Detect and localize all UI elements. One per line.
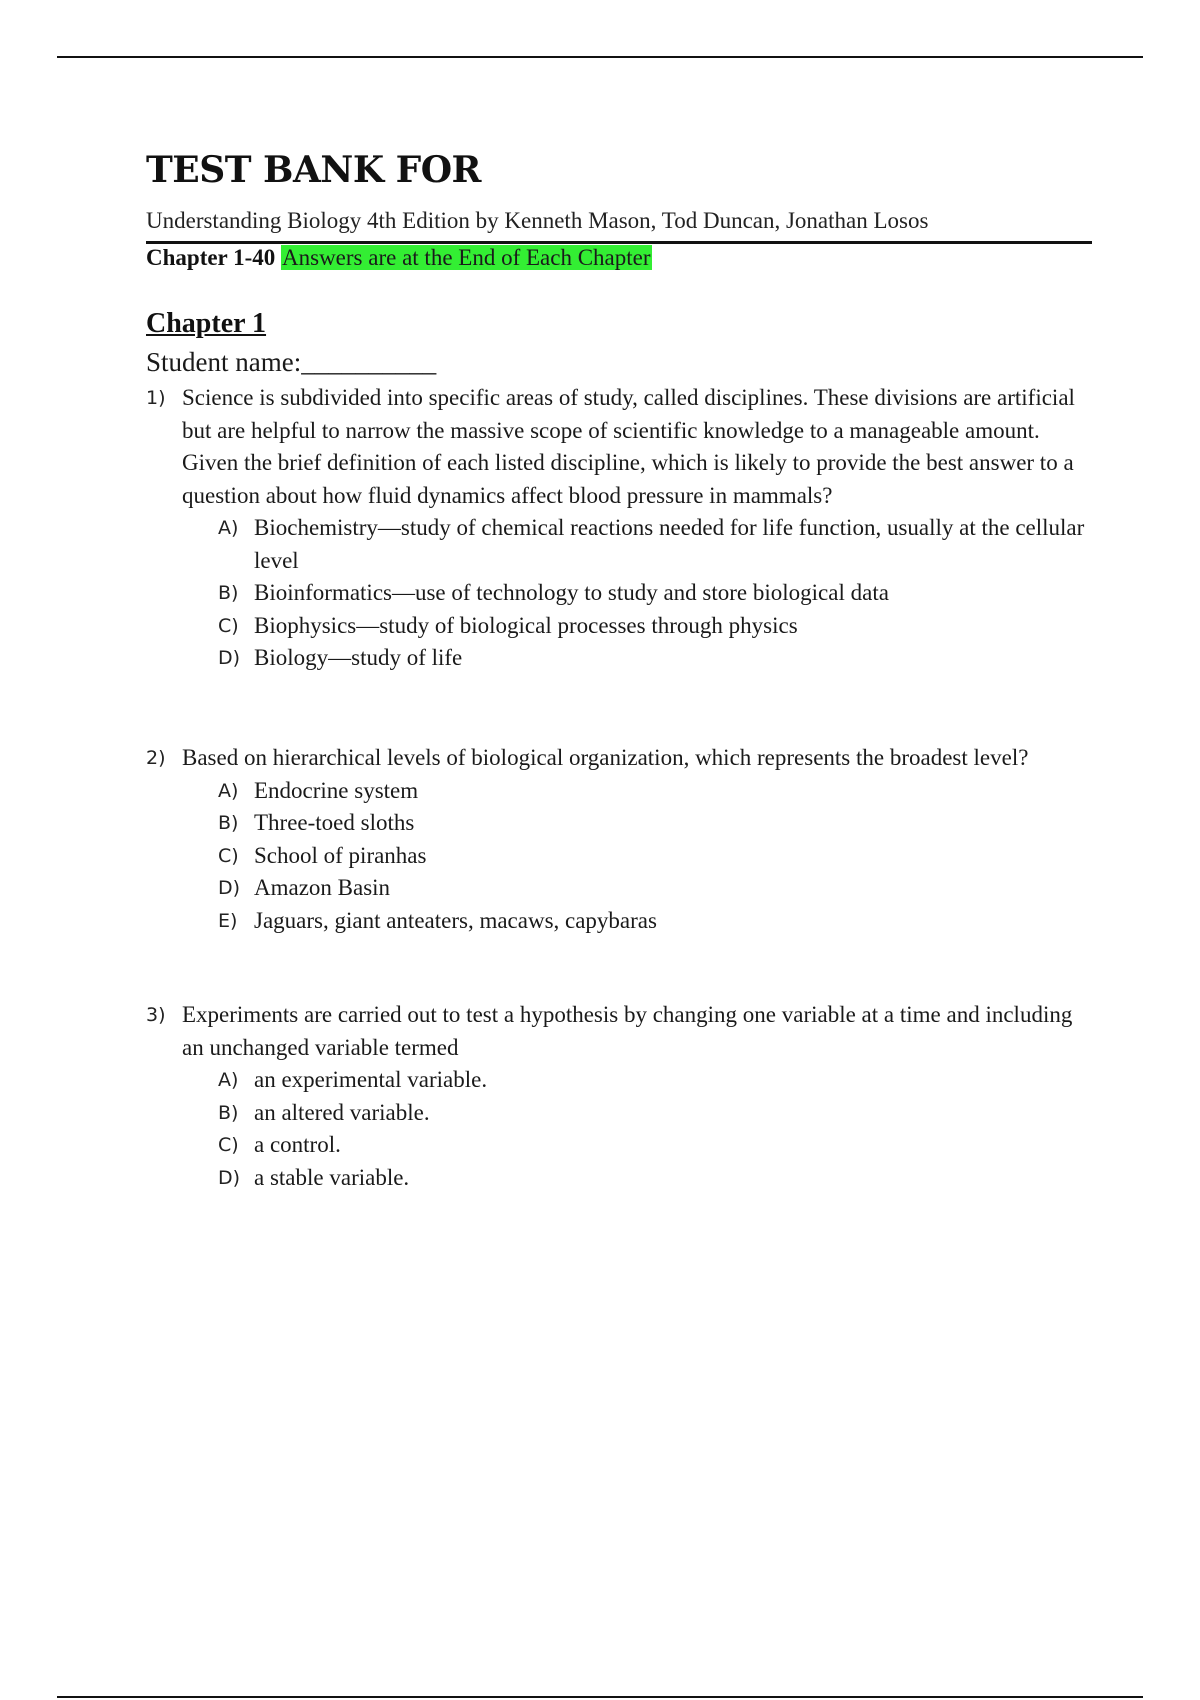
question-3 — [146, 999, 1092, 1194]
option-letter: D) — [218, 1166, 241, 1189]
option-text: School of piranhas — [254, 842, 427, 868]
option-list — [146, 775, 1092, 938]
option-c — [218, 610, 1092, 643]
option-a — [218, 775, 1092, 808]
option-d — [218, 872, 1092, 905]
option-e — [218, 905, 1092, 938]
option-letter: A) — [218, 779, 239, 802]
option-text: an experimental variable. — [254, 1067, 488, 1092]
question-text: Experiments are carried out to test a hypothesis by changing one variable at a time and including an unchanged variable termed — [182, 1002, 1073, 1060]
book-subtitle: Understanding Biology 4th Edition by Kenneth Mason, Tod Duncan, Jonathan Losos — [146, 208, 929, 233]
option-a — [218, 512, 1092, 577]
option-text: Bioinformatics—use of technology to study and store biological data — [254, 580, 889, 605]
document-title: TEST BANK FOR — [146, 149, 481, 191]
option-list — [146, 1064, 1092, 1194]
option-text: Three-toed sloths — [254, 810, 415, 835]
chapter-range: Chapter 1-40 — [146, 245, 276, 270]
option-letter: C) — [218, 614, 239, 637]
option-text: an altered variable. — [254, 1099, 430, 1125]
option-letter: B) — [218, 812, 239, 834]
option-text: Amazon Basin — [254, 875, 391, 900]
question-number: 3) — [146, 1004, 166, 1026]
option-letter: D) — [218, 877, 241, 899]
option-a — [218, 1064, 1092, 1097]
option-b — [218, 1097, 1092, 1130]
question-stem — [146, 382, 1092, 512]
option-letter: A) — [218, 1069, 239, 1091]
question-text: Based on hierarchical levels of biological organization, which represents the broadest level? — [182, 745, 1029, 770]
option-letter: C) — [218, 844, 239, 867]
question-text: Science is subdivided into specific areas of study, called disciplines. These divisions are artificial but are helpful to narrow the massive scope of scientific knowledge to a manageable amount. Given the brief definition of each listed discipline, which is likely to provide the best answer to a question about how fluid dynamics affect blood pressure in mammals? — [182, 385, 1075, 508]
option-c — [218, 1129, 1092, 1162]
student-name-field: Student name:__________ — [146, 347, 437, 377]
option-letter: C) — [218, 1134, 239, 1156]
option-d — [218, 1162, 1092, 1195]
option-text: a stable variable. — [254, 1164, 410, 1190]
option-letter: E) — [218, 909, 238, 932]
chapter-range-line — [146, 243, 652, 273]
option-list — [146, 512, 1092, 675]
option-text: Jaguars, giant anteaters, macaws, capybaras — [254, 907, 657, 933]
option-letter: A) — [218, 517, 239, 539]
question-stem — [146, 999, 1092, 1064]
option-letter: B) — [218, 1101, 239, 1124]
option-text: a control. — [254, 1132, 341, 1157]
option-text: Biology—study of life — [254, 645, 463, 670]
option-text: Endocrine system — [254, 777, 419, 803]
option-b — [218, 577, 1092, 610]
option-d — [218, 642, 1092, 675]
bottom-rule — [57, 1696, 1143, 1698]
question-2 — [146, 742, 1092, 937]
option-b — [218, 807, 1092, 840]
question-stem — [146, 742, 1092, 775]
option-letter: B) — [218, 582, 239, 604]
option-c — [218, 840, 1092, 873]
question-number: 1) — [146, 387, 166, 409]
question-1 — [146, 382, 1092, 675]
chapter-heading: Chapter 1 — [146, 308, 267, 339]
question-number: 2) — [146, 747, 166, 769]
option-letter: D) — [218, 647, 241, 669]
option-text: Biochemistry—study of chemical reactions needed for life function, usually at the cellular level — [254, 515, 1085, 573]
option-text: Biophysics—study of biological processes through physics — [254, 612, 798, 638]
top-rule — [57, 56, 1143, 58]
answers-note-highlight: Answers are at the End of Each Chapter — [282, 245, 651, 270]
